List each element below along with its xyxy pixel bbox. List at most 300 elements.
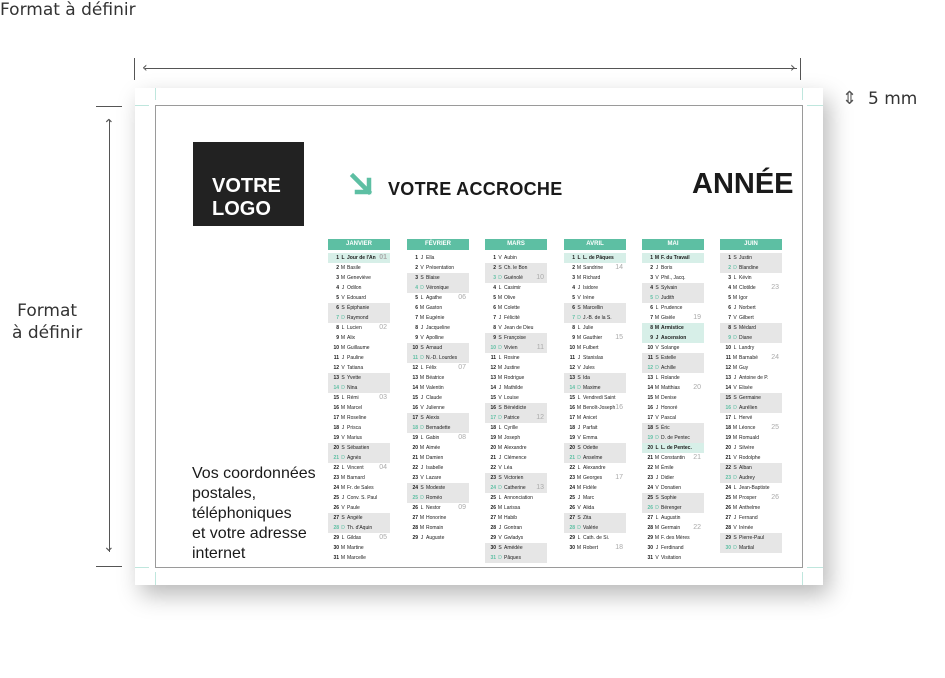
week-number: 18	[615, 544, 623, 551]
day-number: 30	[647, 545, 653, 551]
week-number: 15	[615, 334, 623, 341]
day-number: 20	[725, 445, 731, 451]
day-letter: V	[733, 525, 737, 531]
day-letter: V	[577, 365, 581, 371]
day-letter: M	[732, 435, 738, 441]
saint-name: Julienne	[426, 405, 445, 411]
saint-name: Rosine	[504, 355, 520, 361]
day-letter: M	[732, 295, 738, 301]
day-row	[564, 503, 626, 513]
day-letter: J	[420, 395, 424, 401]
day-row	[564, 443, 626, 453]
day-letter: J	[655, 335, 659, 341]
day-row	[485, 273, 547, 283]
day-letter: M	[732, 425, 738, 431]
day-row	[407, 283, 469, 293]
day-letter: V	[498, 395, 502, 401]
day-number: 22	[725, 465, 731, 471]
day-number: 2	[415, 265, 418, 271]
day-row	[720, 473, 782, 483]
day-letter: M	[576, 265, 582, 271]
saint-name: Tatiana	[347, 365, 364, 371]
day-row	[407, 393, 469, 403]
saint-name: Roméo	[426, 495, 443, 501]
week-number: 22	[693, 524, 701, 531]
saint-name: Guénolé	[504, 275, 523, 281]
saint-name: Blaise	[426, 275, 440, 281]
day-number: 19	[725, 435, 731, 441]
day-letter: J	[577, 285, 581, 291]
day-letter: V	[577, 505, 581, 511]
day-number: 15	[569, 395, 575, 401]
day-row	[407, 463, 469, 473]
day-number: 10	[490, 345, 496, 351]
day-number: 10	[647, 345, 653, 351]
day-row	[328, 443, 390, 453]
day-row	[328, 503, 390, 513]
day-row	[564, 453, 626, 463]
month-header: MAI	[642, 239, 704, 250]
day-number: 3	[415, 275, 418, 281]
day-row	[328, 403, 390, 413]
day-row	[720, 333, 782, 343]
week-number: 04	[379, 464, 387, 471]
saint-name: Aimée	[426, 445, 441, 451]
saint-name: Aubin	[504, 255, 517, 261]
day-number: 24	[333, 485, 339, 491]
day-number: 31	[647, 555, 653, 561]
day-letter: M	[497, 375, 503, 381]
day-number: 22	[647, 465, 653, 471]
day-number: 23	[647, 475, 653, 481]
saint-name: Rodrigue	[504, 375, 525, 381]
day-number: 1	[493, 255, 496, 261]
day-number: 29	[647, 535, 653, 541]
day-letter: M	[576, 475, 582, 481]
day-number: 22	[569, 465, 575, 471]
day-row	[720, 383, 782, 393]
day-number: 18	[569, 425, 575, 431]
day-row	[328, 553, 390, 563]
saint-name: Alix	[347, 335, 356, 341]
day-row	[564, 303, 626, 313]
day-number: 26	[725, 505, 731, 511]
day-number: 19	[490, 435, 496, 441]
day-letter: J	[655, 405, 659, 411]
saint-name: Blandine	[739, 265, 759, 271]
saint-name: N.-D. Lourdes	[426, 355, 458, 361]
saint-name: Françoise	[504, 335, 526, 341]
saint-name: Paule	[347, 505, 360, 511]
day-letter: J	[341, 495, 345, 501]
day-number: 12	[333, 365, 339, 371]
day-number: 25	[569, 495, 575, 501]
day-letter: M	[732, 495, 738, 501]
bleed-guide-left-bottom	[155, 572, 156, 585]
contact-line: téléphoniques	[192, 505, 292, 522]
day-letter: L	[498, 285, 502, 291]
day-number: 25	[490, 495, 496, 501]
month-2	[485, 239, 547, 563]
day-number: 25	[333, 495, 339, 501]
day-letter: J	[577, 355, 581, 361]
day-letter: J	[577, 425, 581, 431]
saint-name: Cyrille	[504, 425, 518, 431]
day-letter: M	[732, 355, 738, 361]
saint-name: Phil., Jacq.	[661, 275, 686, 281]
day-number: 25	[725, 495, 731, 501]
day-letter: L	[655, 305, 659, 311]
day-row	[328, 323, 390, 333]
logo-line2: LOGO	[212, 198, 271, 220]
day-row	[720, 273, 782, 283]
saint-name: Louise	[504, 395, 519, 401]
day-number: 13	[412, 375, 418, 381]
day-row	[407, 513, 469, 523]
day-row	[407, 273, 469, 283]
saint-name: Isidore	[583, 285, 599, 291]
day-number: 28	[569, 525, 575, 531]
day-row	[720, 423, 782, 433]
width-format-label: Format à définir	[0, 0, 136, 20]
saint-name: Jean de Dieu	[504, 325, 534, 331]
day-number: 18	[333, 425, 339, 431]
day-number: 9	[336, 335, 339, 341]
day-letter: M	[419, 305, 425, 311]
week-number: 21	[693, 454, 701, 461]
saint-name: Pascal	[661, 415, 677, 421]
day-row	[328, 413, 390, 423]
saint-name: Victorien	[504, 475, 524, 481]
day-letter: M	[419, 315, 425, 321]
day-letter: J	[655, 265, 659, 271]
saint-name: Alexandre	[583, 465, 606, 471]
day-row	[328, 273, 390, 283]
day-letter: S	[420, 345, 424, 351]
day-row	[720, 483, 782, 493]
week-number: 12	[536, 414, 544, 421]
saint-name: Odette	[583, 445, 599, 451]
day-number: 14	[647, 385, 653, 391]
day-number: 20	[569, 445, 575, 451]
day-letter: S	[733, 535, 737, 541]
day-number: 23	[333, 475, 339, 481]
saint-name: Elisée	[739, 385, 753, 391]
day-row	[720, 543, 782, 553]
day-row	[407, 353, 469, 363]
day-row	[407, 423, 469, 433]
day-row	[642, 353, 704, 363]
day-row	[485, 303, 547, 313]
day-row	[407, 253, 469, 263]
day-row	[720, 373, 782, 383]
day-letter: V	[420, 475, 424, 481]
day-row	[720, 413, 782, 423]
day-number: 4	[415, 285, 418, 291]
day-row	[564, 393, 626, 403]
contact-line: et votre adresse	[192, 525, 307, 542]
week-number: 11	[536, 344, 544, 351]
day-number: 29	[333, 535, 339, 541]
day-row	[407, 503, 469, 513]
day-letter: L	[341, 465, 345, 471]
day-row	[328, 333, 390, 343]
saint-name: Estelle	[661, 355, 677, 361]
day-number: 27	[490, 515, 496, 521]
day-letter: S	[733, 255, 737, 261]
saint-name: Benoît-Joseph	[583, 405, 616, 411]
saint-name: Jean-Baptiste	[739, 485, 770, 491]
day-number: 28	[490, 525, 496, 531]
day-letter: M	[654, 395, 660, 401]
day-number: 14	[490, 385, 496, 391]
month-5	[720, 239, 782, 553]
day-row	[328, 543, 390, 553]
saint-name: Fulbert	[583, 345, 599, 351]
saint-name: Gwladys	[504, 535, 524, 541]
day-letter: M	[576, 415, 582, 421]
day-letter: D	[498, 485, 502, 491]
right-arrow-icon: ›	[790, 60, 796, 76]
day-number: 29	[490, 535, 496, 541]
day-letter: L	[733, 275, 737, 281]
day-number: 31	[490, 555, 496, 561]
saint-name: Rémi	[347, 395, 359, 401]
day-letter: S	[733, 465, 737, 471]
saint-name: Ella	[426, 255, 435, 261]
day-number: 15	[333, 395, 339, 401]
day-number: 6	[336, 305, 339, 311]
saint-name: Cath. de Si.	[583, 535, 610, 541]
saint-name: Larissa	[504, 505, 521, 511]
saint-name: Pierre-Paul	[739, 535, 765, 541]
day-letter: S	[655, 355, 659, 361]
day-number: 3	[650, 275, 653, 281]
day-letter: L	[577, 395, 581, 401]
saint-name: Gilbert	[739, 315, 754, 321]
day-row	[642, 443, 704, 453]
day-row	[564, 463, 626, 473]
day-row	[485, 313, 547, 323]
day-letter: J	[733, 305, 737, 311]
day-number: 10	[725, 345, 731, 351]
day-number: 14	[333, 385, 339, 391]
day-letter: M	[497, 305, 503, 311]
day-letter: M	[419, 445, 425, 451]
day-letter: J	[733, 515, 737, 521]
day-letter: V	[655, 415, 659, 421]
day-letter: M	[340, 405, 346, 411]
saint-name: Alban	[739, 465, 752, 471]
day-row	[720, 263, 782, 273]
width-tick-left	[134, 58, 135, 80]
saint-name: Constantin	[661, 455, 685, 461]
month-4	[642, 239, 704, 563]
day-letter: M	[732, 365, 738, 371]
day-letter: M	[340, 475, 346, 481]
day-letter: L	[733, 485, 737, 491]
saint-name: Marius	[347, 435, 363, 441]
day-row	[720, 443, 782, 453]
day-row	[328, 343, 390, 353]
day-row	[485, 483, 547, 493]
saint-name: Colette	[504, 305, 520, 311]
day-letter: S	[341, 305, 345, 311]
saint-name: Ch. le Bon	[504, 265, 528, 271]
day-row	[720, 313, 782, 323]
week-number: 05	[379, 534, 387, 541]
day-row	[407, 263, 469, 273]
day-row	[564, 253, 626, 263]
week-number: 06	[458, 294, 466, 301]
day-number: 5	[650, 295, 653, 301]
day-row	[407, 403, 469, 413]
day-row	[407, 343, 469, 353]
saint-name: Catherine	[504, 485, 526, 491]
saint-name: Hervé	[739, 415, 753, 421]
saint-name: Rolande	[661, 375, 680, 381]
day-letter: D	[498, 345, 502, 351]
saint-name: Richard	[583, 275, 601, 281]
day-letter: S	[577, 375, 581, 381]
logo-line1: VOTRE	[212, 175, 281, 197]
saint-name: Matthias	[661, 385, 680, 391]
day-letter: S	[577, 445, 581, 451]
day-row	[328, 363, 390, 373]
month-1	[407, 239, 469, 543]
day-number: 20	[412, 445, 418, 451]
day-row	[642, 543, 704, 553]
day-row	[407, 383, 469, 393]
day-number: 7	[336, 315, 339, 321]
saint-name: Honoré	[661, 405, 678, 411]
logo-placeholder	[193, 142, 304, 226]
saint-name: Barnard	[347, 475, 365, 481]
day-row	[564, 413, 626, 423]
day-number: 5	[415, 295, 418, 301]
day-row	[642, 473, 704, 483]
saint-name: Denise	[661, 395, 677, 401]
saint-name: Romain	[426, 525, 444, 531]
accroche-title: VOTRE ACCROCHE	[388, 179, 563, 199]
saint-name: F. du Travail	[661, 255, 690, 261]
day-number: 7	[493, 315, 496, 321]
month-header: AVRIL	[564, 239, 626, 250]
day-row	[407, 363, 469, 373]
day-number: 5	[493, 295, 496, 301]
day-number: 13	[569, 375, 575, 381]
contact-line: Vos coordonnées	[192, 465, 316, 482]
saint-name: Félix	[426, 365, 437, 371]
week-number: 08	[458, 434, 466, 441]
saint-name: Habib	[504, 515, 518, 521]
day-number: 21	[647, 455, 653, 461]
day-letter: M	[340, 485, 346, 491]
day-number: 13	[725, 375, 731, 381]
saint-name: Gontran	[504, 525, 523, 531]
day-number: 15	[725, 395, 731, 401]
day-row	[642, 423, 704, 433]
day-letter: M	[340, 415, 346, 421]
day-number: 21	[569, 455, 575, 461]
day-number: 30	[569, 545, 575, 551]
saint-name: L. de Pentec.	[661, 445, 692, 451]
saint-name: Joseph	[504, 435, 521, 441]
week-number: 23	[771, 284, 779, 291]
day-letter: M	[497, 435, 503, 441]
day-row	[564, 543, 626, 553]
day-row	[564, 483, 626, 493]
day-letter: J	[498, 455, 502, 461]
day-row	[564, 353, 626, 363]
day-letter: J	[577, 495, 581, 501]
saint-name: Martial	[739, 545, 755, 551]
day-letter: V	[655, 555, 659, 561]
day-letter: S	[341, 375, 345, 381]
day-letter: M	[576, 545, 582, 551]
saint-name: Mathilde	[504, 385, 523, 391]
day-letter: M	[732, 285, 738, 291]
day-row	[485, 513, 547, 523]
day-letter: L	[341, 325, 345, 331]
day-letter: J	[420, 325, 424, 331]
day-number: 3	[336, 275, 339, 281]
saint-name: Anthelme	[739, 505, 761, 511]
up-arrow-icon: ⌃	[103, 117, 115, 133]
saint-name: Vincent	[347, 465, 364, 471]
day-number: 24	[725, 485, 731, 491]
day-number: 18	[412, 425, 418, 431]
contact-info	[192, 464, 342, 564]
day-letter: V	[341, 505, 345, 511]
day-letter: D	[733, 475, 737, 481]
saint-name: Achille	[661, 365, 676, 371]
height-dimension-line	[109, 120, 110, 552]
day-row	[642, 453, 704, 463]
day-row	[485, 293, 547, 303]
day-number: 4	[650, 285, 653, 291]
saint-name: Diane	[739, 335, 753, 341]
week-number: 10	[536, 274, 544, 281]
day-letter: M	[497, 295, 503, 301]
day-letter: V	[498, 465, 502, 471]
day-number: 3	[728, 275, 731, 281]
day-number: 26	[490, 505, 496, 511]
day-letter: V	[420, 265, 424, 271]
day-letter: M	[419, 385, 425, 391]
day-number: 21	[333, 455, 339, 461]
day-letter: M	[340, 275, 346, 281]
day-row	[720, 303, 782, 313]
day-row	[564, 423, 626, 433]
height-format-label	[12, 300, 82, 344]
saint-name: Norbert	[739, 305, 756, 311]
day-number: 2	[493, 265, 496, 271]
saint-name: Ida	[583, 375, 590, 381]
height-label-line1: Format	[17, 301, 78, 321]
day-letter: J	[498, 525, 502, 531]
day-number: 6	[572, 305, 575, 311]
day-number: 22	[333, 465, 339, 471]
day-letter: L	[733, 415, 737, 421]
week-number: 26	[771, 494, 779, 501]
saint-name: Nina	[347, 385, 358, 391]
saint-name: Anicet	[583, 415, 597, 421]
day-number: 2	[572, 265, 575, 271]
day-row	[564, 523, 626, 533]
day-number: 26	[333, 505, 339, 511]
day-number: 9	[572, 335, 575, 341]
